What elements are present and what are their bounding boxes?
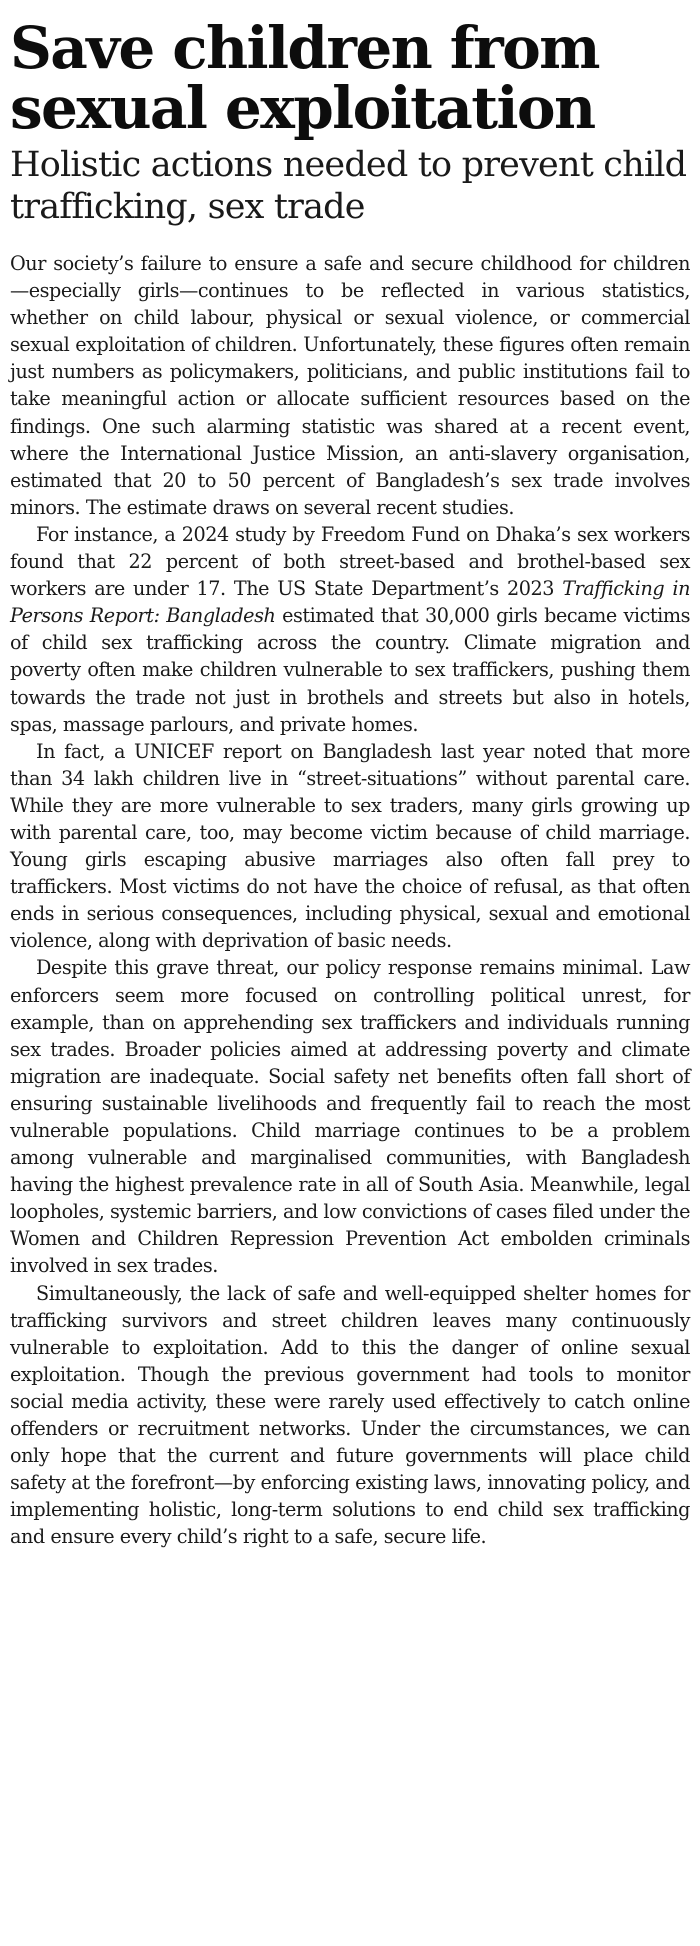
editorial-article (10, 14, 690, 1551)
paragraph-5: Simultaneously, the lack of safe and well-equipped shelter homes for trafficking survivors and street children leaves many continuously vulnerable to exploitation. Add to this the danger of online sexual exploitation. Though the previous government had tools to monitor social media activity, these were rarely used effectively to catch online offenders or recruitment networks. Under the circumstances, we can only hope that the current and future governments will place child safety at the forefront—by enforcing existing laws, innovating policy, and implementing holistic, long-term solutions to end child sex trafficking and ensure every child’s right to a safe, secure life. (10, 1281, 690, 1549)
paragraph-1: Our society’s failure to ensure a safe and secure childhood for children—especially girls—continues to be reflected in various statistics, whether on child labour, physical or sexual violence, or commercial sexual exploitation of children. Unfortunately, these figures often remain just numbers as policymakers, politicians, and public institutions fail to take meaningful action or allocate sufficient resources based on the findings. One such alarming statistic was shared at a recent event, where the International Justice Mission, an anti-slavery organisation, estimated that 20 to 50 percent of Bangladesh’s sex trade involves minors. The estimate draws on several recent studies. (10, 252, 690, 519)
paragraph-2-part-2: estimated that 30,000 girls became victims of child sex trafficking across the country. Climate migration and poverty often make children vulnerable to sex traffickers, pushing them towards the trade not just in brothels and streets but also in hotels, spas, massage parlours, and private homes. (10, 604, 690, 736)
report-title: Trafficking in Persons Report: Bangladesh (10, 577, 690, 628)
paragraph-4: Despite this grave threat, our policy response remains minimal. Law enforcers seem more focused on controlling political unrest, for example, than on apprehending sex traffickers and individuals running sex trades. Broader policies aimed at addressing poverty and climate migration are inadequate. Social safety net benefits often fall short of ensuring sustainable livelihoods and frequently fail to reach the most vulnerable populations. Child marriage continues to be a problem among vulnerable and marginalised communities, with Bangladesh having the highest prevalence rate in all of South Asia. Meanwhile, legal loopholes, systemic barriers, and low convictions of cases filed under the Women and Children Repression Prevention Act embolden criminals involved in sex trades. (10, 956, 690, 1278)
subheadline: Holistic actions needed to prevent child trafficking, sex trade (10, 145, 687, 227)
paragraph-2-part-1: For instance, a 2024 study by Freedom Fund on Dhaka’s sex workers found that 22 percent of both street-based and brothel-based sex workers are under 17. The US State Department’s 2023 (10, 522, 690, 601)
paragraph-2 (10, 521, 690, 738)
headline: Save children from sexual exploitation (10, 14, 599, 142)
article-body (10, 250, 690, 1551)
paragraph-3: In fact, a UNICEF report on Bangladesh last year noted that more than 34 lakh children live in “street-situations” without parental care. While they are more vulnerable to sex traders, many girls growing up with parental care, too, may become victim because of child marriage. Young girls escaping abusive marriages also often fall prey to traffickers. Most victims do not have the choice of refusal, as that often ends in serious consequences, including physical, sexual and emotional violence, along with deprivation of basic needs. (10, 739, 690, 953)
